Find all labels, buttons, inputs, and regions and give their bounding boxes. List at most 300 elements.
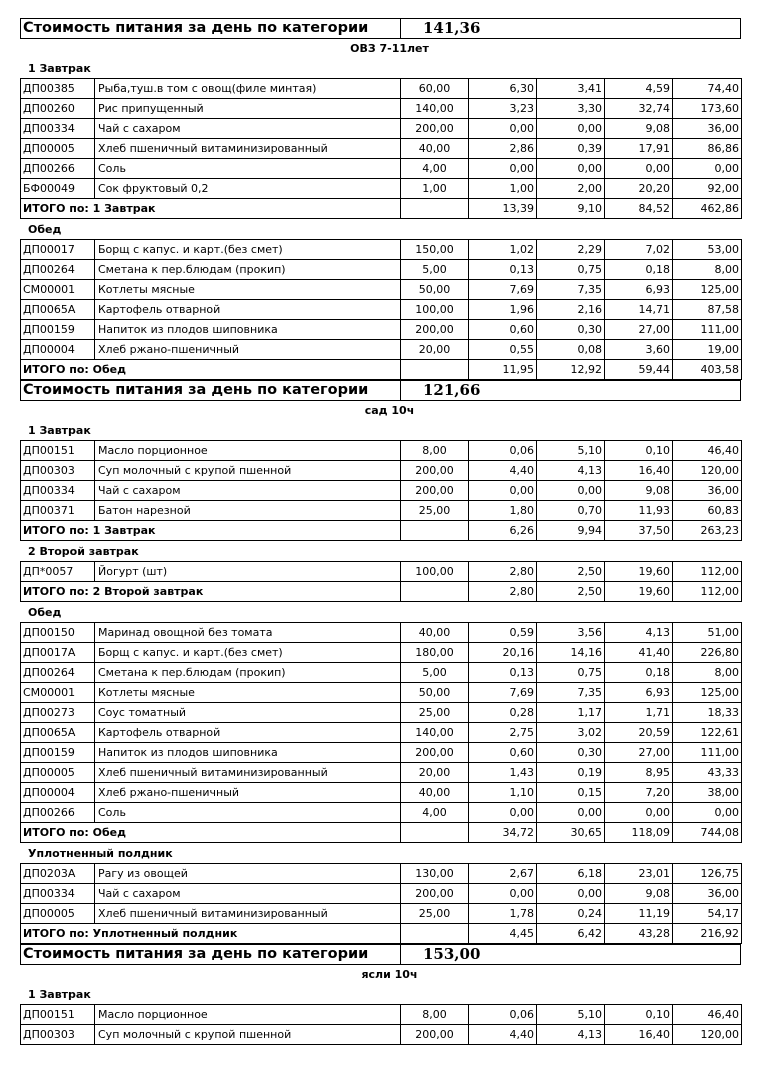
dish-fat: 0,00	[537, 481, 605, 501]
dish-quantity: 40,00	[401, 783, 469, 803]
dish-fat: 7,35	[537, 280, 605, 300]
category-cost-value: 121,66	[423, 381, 481, 399]
dish-kcal: 19,00	[673, 340, 742, 360]
meal-total-protein: 2,80	[469, 582, 537, 602]
table-row	[21, 139, 742, 159]
dish-code: ДП00151	[21, 1005, 95, 1025]
dish-fat: 0,00	[537, 884, 605, 904]
meal-total-quantity	[401, 360, 469, 380]
dish-quantity: 200,00	[401, 119, 469, 139]
dish-fat: 14,16	[537, 643, 605, 663]
dish-code: ДП00004	[21, 783, 95, 803]
dish-carbs: 0,00	[605, 803, 673, 823]
dish-protein: 1,80	[469, 501, 537, 521]
dish-quantity: 150,00	[401, 240, 469, 260]
table-row	[21, 803, 742, 823]
table-row	[21, 461, 742, 481]
dish-kcal: 60,83	[673, 501, 742, 521]
meal-title: 1 Завтрак	[28, 988, 91, 1001]
dish-carbs: 6,93	[605, 683, 673, 703]
dish-protein: 1,00	[469, 179, 537, 199]
dish-protein: 1,10	[469, 783, 537, 803]
table-row	[21, 320, 742, 340]
category-name: ОВЗ 7-11лет	[350, 42, 429, 55]
dish-protein: 3,23	[469, 99, 537, 119]
dish-quantity: 200,00	[401, 461, 469, 481]
dish-carbs: 32,74	[605, 99, 673, 119]
dish-fat: 0,08	[537, 340, 605, 360]
dish-code: ДП*0057	[21, 562, 95, 582]
dish-protein: 0,28	[469, 703, 537, 723]
dish-kcal: 36,00	[673, 119, 742, 139]
dish-name: Чай с сахаром	[95, 884, 401, 904]
dish-quantity: 130,00	[401, 864, 469, 884]
meal-table	[20, 1004, 742, 1045]
dish-protein: 0,13	[469, 260, 537, 280]
dish-protein: 2,75	[469, 723, 537, 743]
dish-carbs: 6,93	[605, 280, 673, 300]
dish-kcal: 38,00	[673, 783, 742, 803]
table-row	[21, 663, 742, 683]
dish-carbs: 0,00	[605, 159, 673, 179]
dish-kcal: 125,00	[673, 280, 742, 300]
dish-code: ДП0203А	[21, 864, 95, 884]
dish-protein: 7,69	[469, 683, 537, 703]
dish-protein: 6,30	[469, 79, 537, 99]
table-row	[21, 501, 742, 521]
dish-carbs: 16,40	[605, 461, 673, 481]
dish-carbs: 4,59	[605, 79, 673, 99]
meal-total-row	[21, 360, 742, 380]
dish-code: ДП00303	[21, 461, 95, 481]
table-row	[21, 864, 742, 884]
meal-total-row	[21, 199, 742, 219]
table-row	[21, 340, 742, 360]
dish-carbs: 27,00	[605, 320, 673, 340]
dish-carbs: 9,08	[605, 119, 673, 139]
dish-code: ДП00005	[21, 763, 95, 783]
meal-total-carbs: 37,50	[605, 521, 673, 541]
dish-quantity: 5,00	[401, 663, 469, 683]
meal-title: Уплотненный полдник	[28, 847, 173, 860]
dish-quantity: 40,00	[401, 139, 469, 159]
dish-name: Котлеты мясные	[95, 280, 401, 300]
dish-carbs: 27,00	[605, 743, 673, 763]
dish-fat: 3,02	[537, 723, 605, 743]
dish-carbs: 11,93	[605, 501, 673, 521]
dish-kcal: 92,00	[673, 179, 742, 199]
dish-kcal: 0,00	[673, 159, 742, 179]
dish-kcal: 111,00	[673, 320, 742, 340]
dish-fat: 3,56	[537, 623, 605, 643]
dish-protein: 0,00	[469, 159, 537, 179]
dish-name: Соус томатный	[95, 703, 401, 723]
dish-protein: 0,06	[469, 441, 537, 461]
dish-protein: 1,43	[469, 763, 537, 783]
meal-table	[20, 622, 742, 843]
dish-carbs: 7,20	[605, 783, 673, 803]
dish-fat: 0,39	[537, 139, 605, 159]
dish-quantity: 100,00	[401, 562, 469, 582]
dish-code: ДП00150	[21, 623, 95, 643]
dish-code: ДП00266	[21, 803, 95, 823]
dish-carbs: 3,60	[605, 340, 673, 360]
table-row	[21, 623, 742, 643]
meal-total-quantity	[401, 924, 469, 944]
dish-kcal: 87,58	[673, 300, 742, 320]
dish-fat: 0,75	[537, 260, 605, 280]
dish-code: ДП00266	[21, 159, 95, 179]
dish-name: Картофель отварной	[95, 300, 401, 320]
dish-carbs: 1,71	[605, 703, 673, 723]
dish-protein: 0,60	[469, 320, 537, 340]
dish-fat: 2,16	[537, 300, 605, 320]
dish-carbs: 8,95	[605, 763, 673, 783]
dish-fat: 5,10	[537, 441, 605, 461]
dish-carbs: 0,10	[605, 441, 673, 461]
dish-fat: 0,15	[537, 783, 605, 803]
table-row	[21, 723, 742, 743]
dish-protein: 0,00	[469, 803, 537, 823]
meal-total-protein: 13,39	[469, 199, 537, 219]
dish-quantity: 25,00	[401, 501, 469, 521]
dish-quantity: 140,00	[401, 99, 469, 119]
dish-kcal: 126,75	[673, 864, 742, 884]
dish-code: СМ00001	[21, 683, 95, 703]
table-row	[21, 562, 742, 582]
dish-fat: 0,00	[537, 803, 605, 823]
meal-total-kcal: 112,00	[673, 582, 742, 602]
meal-total-kcal: 403,58	[673, 360, 742, 380]
dish-kcal: 122,61	[673, 723, 742, 743]
dish-protein: 0,00	[469, 884, 537, 904]
meal-total-quantity	[401, 582, 469, 602]
dish-quantity: 1,00	[401, 179, 469, 199]
dish-name: Рис припущенный	[95, 99, 401, 119]
dish-kcal: 120,00	[673, 461, 742, 481]
dish-protein: 0,00	[469, 481, 537, 501]
category-name: ясли 10ч	[361, 968, 418, 981]
dish-code: ДП00334	[21, 119, 95, 139]
dish-protein: 2,80	[469, 562, 537, 582]
dish-protein: 0,59	[469, 623, 537, 643]
dish-carbs: 19,60	[605, 562, 673, 582]
dish-carbs: 23,01	[605, 864, 673, 884]
dish-name: Напиток из плодов шиповника	[95, 743, 401, 763]
dish-protein: 1,02	[469, 240, 537, 260]
dish-fat: 0,00	[537, 119, 605, 139]
meal-total-protein: 34,72	[469, 823, 537, 843]
meal-total-label: ИТОГО по: Уплотненный полдник	[21, 924, 401, 944]
dish-fat: 1,17	[537, 703, 605, 723]
dish-protein: 20,16	[469, 643, 537, 663]
dish-quantity: 25,00	[401, 904, 469, 924]
dish-fat: 0,30	[537, 320, 605, 340]
dish-name: Борщ с капус. и карт.(без смет)	[95, 643, 401, 663]
dish-code: ДП00303	[21, 1025, 95, 1045]
dish-name: Напиток из плодов шиповника	[95, 320, 401, 340]
dish-fat: 0,24	[537, 904, 605, 924]
meal-total-kcal: 216,92	[673, 924, 742, 944]
dish-carbs: 16,40	[605, 1025, 673, 1045]
dish-code: ДП00151	[21, 441, 95, 461]
dish-quantity: 140,00	[401, 723, 469, 743]
dish-carbs: 0,18	[605, 260, 673, 280]
meal-table	[20, 863, 742, 944]
dish-code: ДП00371	[21, 501, 95, 521]
dish-fat: 4,13	[537, 1025, 605, 1045]
dish-quantity: 200,00	[401, 320, 469, 340]
meal-total-quantity	[401, 199, 469, 219]
dish-kcal: 46,40	[673, 441, 742, 461]
table-row	[21, 481, 742, 501]
dish-kcal: 125,00	[673, 683, 742, 703]
category-cost-row	[20, 18, 741, 39]
meal-total-kcal: 263,23	[673, 521, 742, 541]
dish-fat: 2,29	[537, 240, 605, 260]
dish-code: ДП0065А	[21, 723, 95, 743]
dish-name: Хлеб ржано-пшеничный	[95, 783, 401, 803]
dish-code: СМ00001	[21, 280, 95, 300]
meal-total-fat: 9,10	[537, 199, 605, 219]
meal-total-fat: 12,92	[537, 360, 605, 380]
meal-total-label: ИТОГО по: 1 Завтрак	[21, 521, 401, 541]
dish-quantity: 50,00	[401, 280, 469, 300]
table-row	[21, 743, 742, 763]
dish-name: Сметана к пер.блюдам (прокип)	[95, 260, 401, 280]
meal-total-carbs: 118,09	[605, 823, 673, 843]
dish-protein: 4,40	[469, 461, 537, 481]
dish-protein: 0,00	[469, 119, 537, 139]
dish-carbs: 0,10	[605, 1005, 673, 1025]
dish-kcal: 51,00	[673, 623, 742, 643]
table-row	[21, 260, 742, 280]
dish-name: Хлеб ржано-пшеничный	[95, 340, 401, 360]
dish-quantity: 200,00	[401, 884, 469, 904]
table-row	[21, 99, 742, 119]
dish-code: ДП00273	[21, 703, 95, 723]
table-row	[21, 763, 742, 783]
meal-total-label: ИТОГО по: Обед	[21, 360, 401, 380]
dish-name: Батон нарезной	[95, 501, 401, 521]
meal-total-fat: 2,50	[537, 582, 605, 602]
dish-protein: 0,13	[469, 663, 537, 683]
table-row	[21, 179, 742, 199]
dish-fat: 0,70	[537, 501, 605, 521]
dish-carbs: 17,91	[605, 139, 673, 159]
dish-protein: 2,67	[469, 864, 537, 884]
dish-quantity: 40,00	[401, 623, 469, 643]
dish-carbs: 7,02	[605, 240, 673, 260]
table-row	[21, 79, 742, 99]
dish-carbs: 9,08	[605, 884, 673, 904]
dish-name: Маринад овощной без томата	[95, 623, 401, 643]
meal-table	[20, 561, 742, 602]
meal-title: Обед	[28, 223, 62, 236]
table-row	[21, 240, 742, 260]
dish-quantity: 20,00	[401, 763, 469, 783]
meal-total-carbs: 19,60	[605, 582, 673, 602]
dish-kcal: 8,00	[673, 663, 742, 683]
dish-name: Рагу из овощей	[95, 864, 401, 884]
dish-code: ДП00264	[21, 260, 95, 280]
dish-code: ДП00005	[21, 904, 95, 924]
table-row	[21, 904, 742, 924]
dish-code: ДП00017	[21, 240, 95, 260]
dish-name: Суп молочный с крупой пшенной	[95, 1025, 401, 1045]
dish-kcal: 36,00	[673, 884, 742, 904]
category-cost-label: Стоимость питания за день по категории	[21, 945, 401, 964]
dish-name: Сметана к пер.блюдам (прокип)	[95, 663, 401, 683]
dish-name: Масло порционное	[95, 441, 401, 461]
dish-kcal: 53,00	[673, 240, 742, 260]
dish-code: ДП00264	[21, 663, 95, 683]
dish-carbs: 20,20	[605, 179, 673, 199]
dish-fat: 0,30	[537, 743, 605, 763]
dish-kcal: 0,00	[673, 803, 742, 823]
dish-fat: 3,30	[537, 99, 605, 119]
meal-table	[20, 78, 742, 219]
dish-fat: 0,75	[537, 663, 605, 683]
dish-name: Сок фруктовый 0,2	[95, 179, 401, 199]
meal-total-kcal: 462,86	[673, 199, 742, 219]
dish-carbs: 14,71	[605, 300, 673, 320]
category-cost-row	[20, 944, 741, 965]
dish-protein: 2,86	[469, 139, 537, 159]
meal-total-quantity	[401, 823, 469, 843]
dish-name: Борщ с капус. и карт.(без смет)	[95, 240, 401, 260]
meal-table	[20, 239, 742, 380]
dish-carbs: 0,18	[605, 663, 673, 683]
table-row	[21, 643, 742, 663]
dish-name: Чай с сахаром	[95, 119, 401, 139]
meal-title: Обед	[28, 606, 62, 619]
dish-carbs: 11,19	[605, 904, 673, 924]
table-row	[21, 280, 742, 300]
meal-total-carbs: 84,52	[605, 199, 673, 219]
meal-total-protein: 4,45	[469, 924, 537, 944]
dish-code: ДП00385	[21, 79, 95, 99]
meal-total-label: ИТОГО по: 1 Завтрак	[21, 199, 401, 219]
dish-quantity: 200,00	[401, 1025, 469, 1045]
dish-protein: 0,60	[469, 743, 537, 763]
dish-kcal: 112,00	[673, 562, 742, 582]
dish-name: Соль	[95, 803, 401, 823]
category-cost-value: 141,36	[423, 19, 481, 37]
table-row	[21, 300, 742, 320]
meal-total-fat: 6,42	[537, 924, 605, 944]
dish-code: ДП0017А	[21, 643, 95, 663]
dish-protein: 7,69	[469, 280, 537, 300]
meal-title: 1 Завтрак	[28, 424, 91, 437]
dish-quantity: 60,00	[401, 79, 469, 99]
dish-fat: 3,41	[537, 79, 605, 99]
dish-name: Хлеб пшеничный витаминизированный	[95, 139, 401, 159]
dish-fat: 0,00	[537, 159, 605, 179]
table-row	[21, 119, 742, 139]
meal-total-kcal: 744,08	[673, 823, 742, 843]
dish-code: ДП00005	[21, 139, 95, 159]
dish-quantity: 100,00	[401, 300, 469, 320]
category-cost-value: 153,00	[423, 945, 481, 963]
dish-quantity: 200,00	[401, 743, 469, 763]
dish-fat: 0,19	[537, 763, 605, 783]
dish-code: ДП00260	[21, 99, 95, 119]
table-row	[21, 703, 742, 723]
dish-code: ДП00334	[21, 481, 95, 501]
meal-total-quantity	[401, 521, 469, 541]
dish-quantity: 20,00	[401, 340, 469, 360]
dish-name: Йогурт (шт)	[95, 562, 401, 582]
dish-quantity: 200,00	[401, 481, 469, 501]
meal-total-protein: 11,95	[469, 360, 537, 380]
table-row	[21, 683, 742, 703]
dish-name: Суп молочный с крупой пшенной	[95, 461, 401, 481]
category-cost-label: Стоимость питания за день по категории	[21, 19, 401, 38]
dish-kcal: 46,40	[673, 1005, 742, 1025]
dish-code: БФ00049	[21, 179, 95, 199]
dish-carbs: 9,08	[605, 481, 673, 501]
menu-report	[20, 18, 741, 1045]
meal-total-row	[21, 823, 742, 843]
dish-quantity: 8,00	[401, 1005, 469, 1025]
dish-quantity: 5,00	[401, 260, 469, 280]
dish-kcal: 36,00	[673, 481, 742, 501]
dish-kcal: 111,00	[673, 743, 742, 763]
dish-fat: 2,50	[537, 562, 605, 582]
meal-total-fat: 9,94	[537, 521, 605, 541]
dish-fat: 6,18	[537, 864, 605, 884]
meal-table	[20, 440, 742, 541]
dish-name: Хлеб пшеничный витаминизированный	[95, 763, 401, 783]
meal-total-label: ИТОГО по: Обед	[21, 823, 401, 843]
dish-carbs: 4,13	[605, 623, 673, 643]
table-row	[21, 1025, 742, 1045]
meal-total-fat: 30,65	[537, 823, 605, 843]
dish-protein: 1,96	[469, 300, 537, 320]
dish-fat: 2,00	[537, 179, 605, 199]
meal-total-label: ИТОГО по: 2 Второй завтрак	[21, 582, 401, 602]
dish-code: ДП00159	[21, 320, 95, 340]
meal-title: 2 Второй завтрак	[28, 545, 139, 558]
dish-kcal: 43,33	[673, 763, 742, 783]
dish-protein: 1,78	[469, 904, 537, 924]
meal-title: 1 Завтрак	[28, 62, 91, 75]
dish-code: ДП00004	[21, 340, 95, 360]
dish-code: ДП00334	[21, 884, 95, 904]
meal-total-carbs: 43,28	[605, 924, 673, 944]
dish-name: Соль	[95, 159, 401, 179]
dish-quantity: 4,00	[401, 803, 469, 823]
meal-total-carbs: 59,44	[605, 360, 673, 380]
category-cost-label: Стоимость питания за день по категории	[21, 381, 401, 400]
table-row	[21, 884, 742, 904]
dish-quantity: 50,00	[401, 683, 469, 703]
dish-protein: 0,06	[469, 1005, 537, 1025]
dish-kcal: 18,33	[673, 703, 742, 723]
dish-code: ДП0065А	[21, 300, 95, 320]
category-name: сад 10ч	[364, 404, 415, 417]
dish-name: Чай с сахаром	[95, 481, 401, 501]
dish-protein: 0,55	[469, 340, 537, 360]
dish-kcal: 74,40	[673, 79, 742, 99]
dish-quantity: 180,00	[401, 643, 469, 663]
dish-name: Рыба,туш.в том с овощ(филе минтая)	[95, 79, 401, 99]
table-row	[21, 783, 742, 803]
dish-quantity: 4,00	[401, 159, 469, 179]
dish-name: Картофель отварной	[95, 723, 401, 743]
dish-kcal: 120,00	[673, 1025, 742, 1045]
